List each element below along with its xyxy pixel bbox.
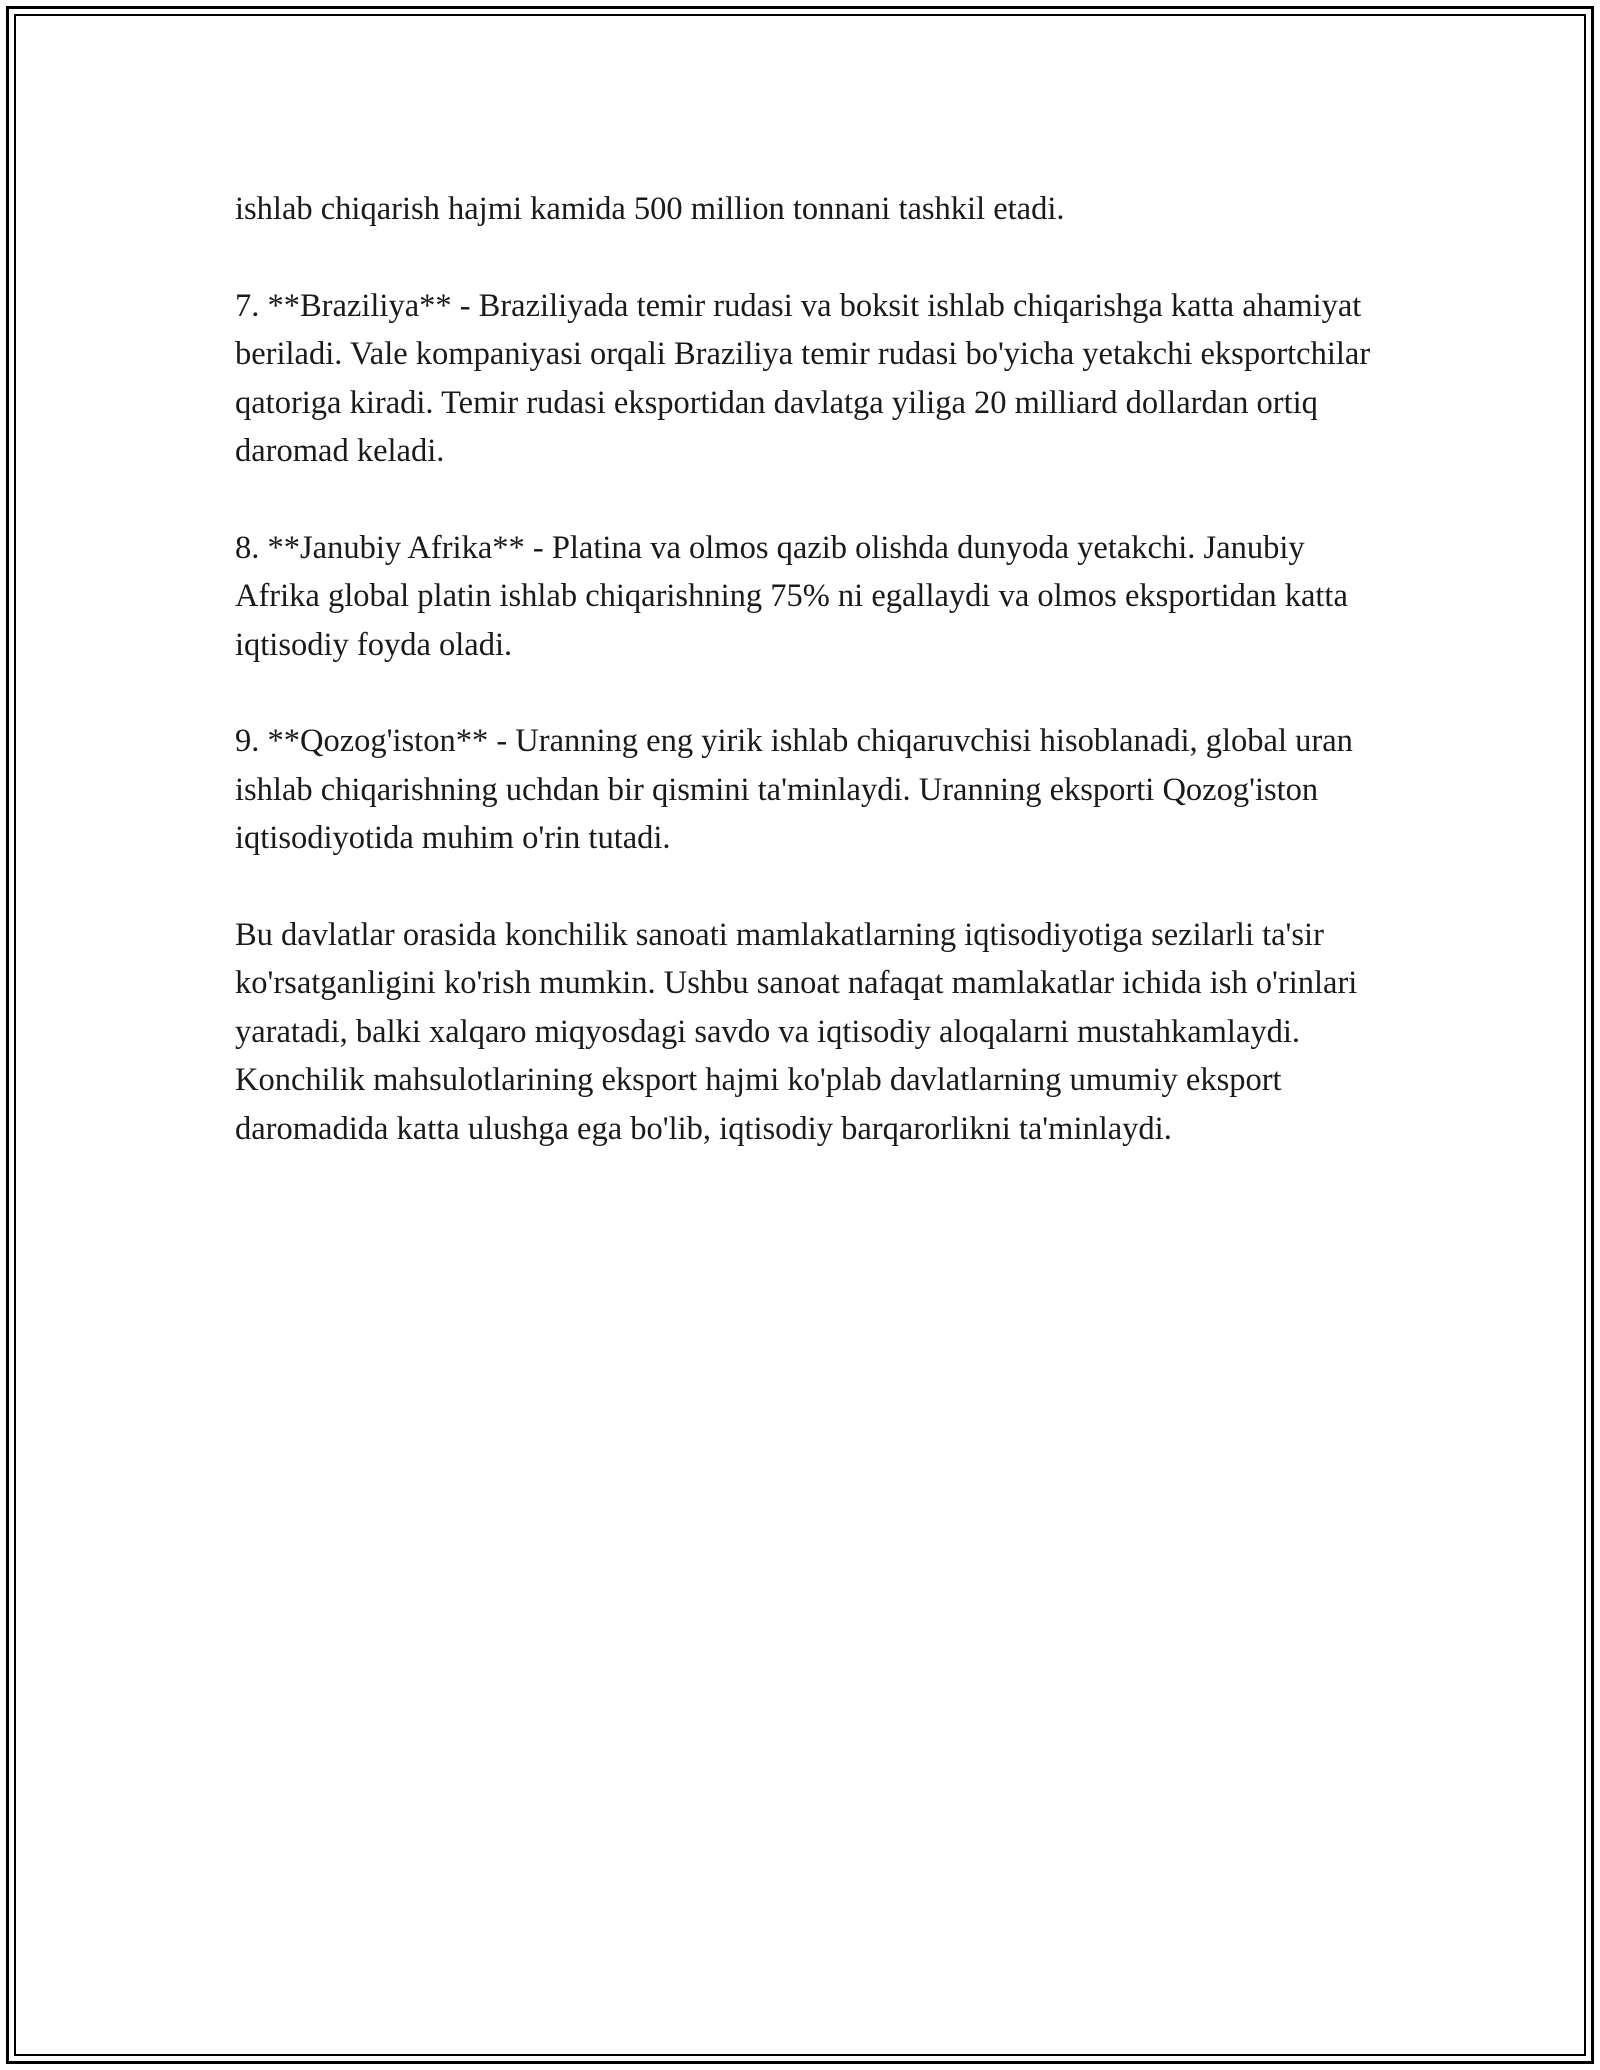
paragraph-south-africa: 8. **Janubiy Afrika** - Platina va olmos qazib olishda dunyoda yetakchi. Janubiy Afrika global platin ishlab chiqarishning 75% ni egallaydi va olmos eksportidan katta iqtisodiy foyda oladi. bbox=[235, 529, 1348, 663]
paragraph-continuation: ishlab chiqarish hajmi kamida 500 million tonnani tashkil etadi. bbox=[235, 191, 1065, 227]
paragraph-conclusion: Bu davlatlar orasida konchilik sanoati mamlakatlarning iqtisodiyotiga sezilarli ta'sir ko'rsatganligini ko'rish mumkin. Ushbu sanoat nafaqat mamlakatlar ichida ish o'rinlari yaratadi, balki xalqaro miqyosdagi savdo va iqtisodiy aloqalarni mustahkamlaydi. Konchilik mahsulotlarining eksport hajmi ko'plab davlatlarning umumiy eksport daromadida katta ulushga ega bo'lib, iqtisodiy barqarorlikni ta'minlaydi. bbox=[235, 916, 1358, 1147]
paragraph-kazakhstan: 9. **Qozog'iston** - Uranning eng yirik ishlab chiqaruvchisi hisoblanadi, global uran ishlab chiqarishning uchdan bir qismini ta'minlaydi. Uranning eksporti Qozog'iston iqtisodiyotida muhim o'rin tutadi. bbox=[235, 723, 1353, 856]
paragraph-brazil: 7. **Braziliya** - Braziliyada temir rudasi va boksit ishlab chiqarishga katta ahamiyat beriladi. Vale kompaniyasi orqali Braziliya temir rudasi bo'yicha yetakchi eksportchilar qatoriga kiradi. Temir rudasi eksportidan davlatga yiliga 20 milliard dollardan ortiq daromad keladi. bbox=[235, 287, 1371, 469]
document-body bbox=[235, 185, 1375, 1201]
